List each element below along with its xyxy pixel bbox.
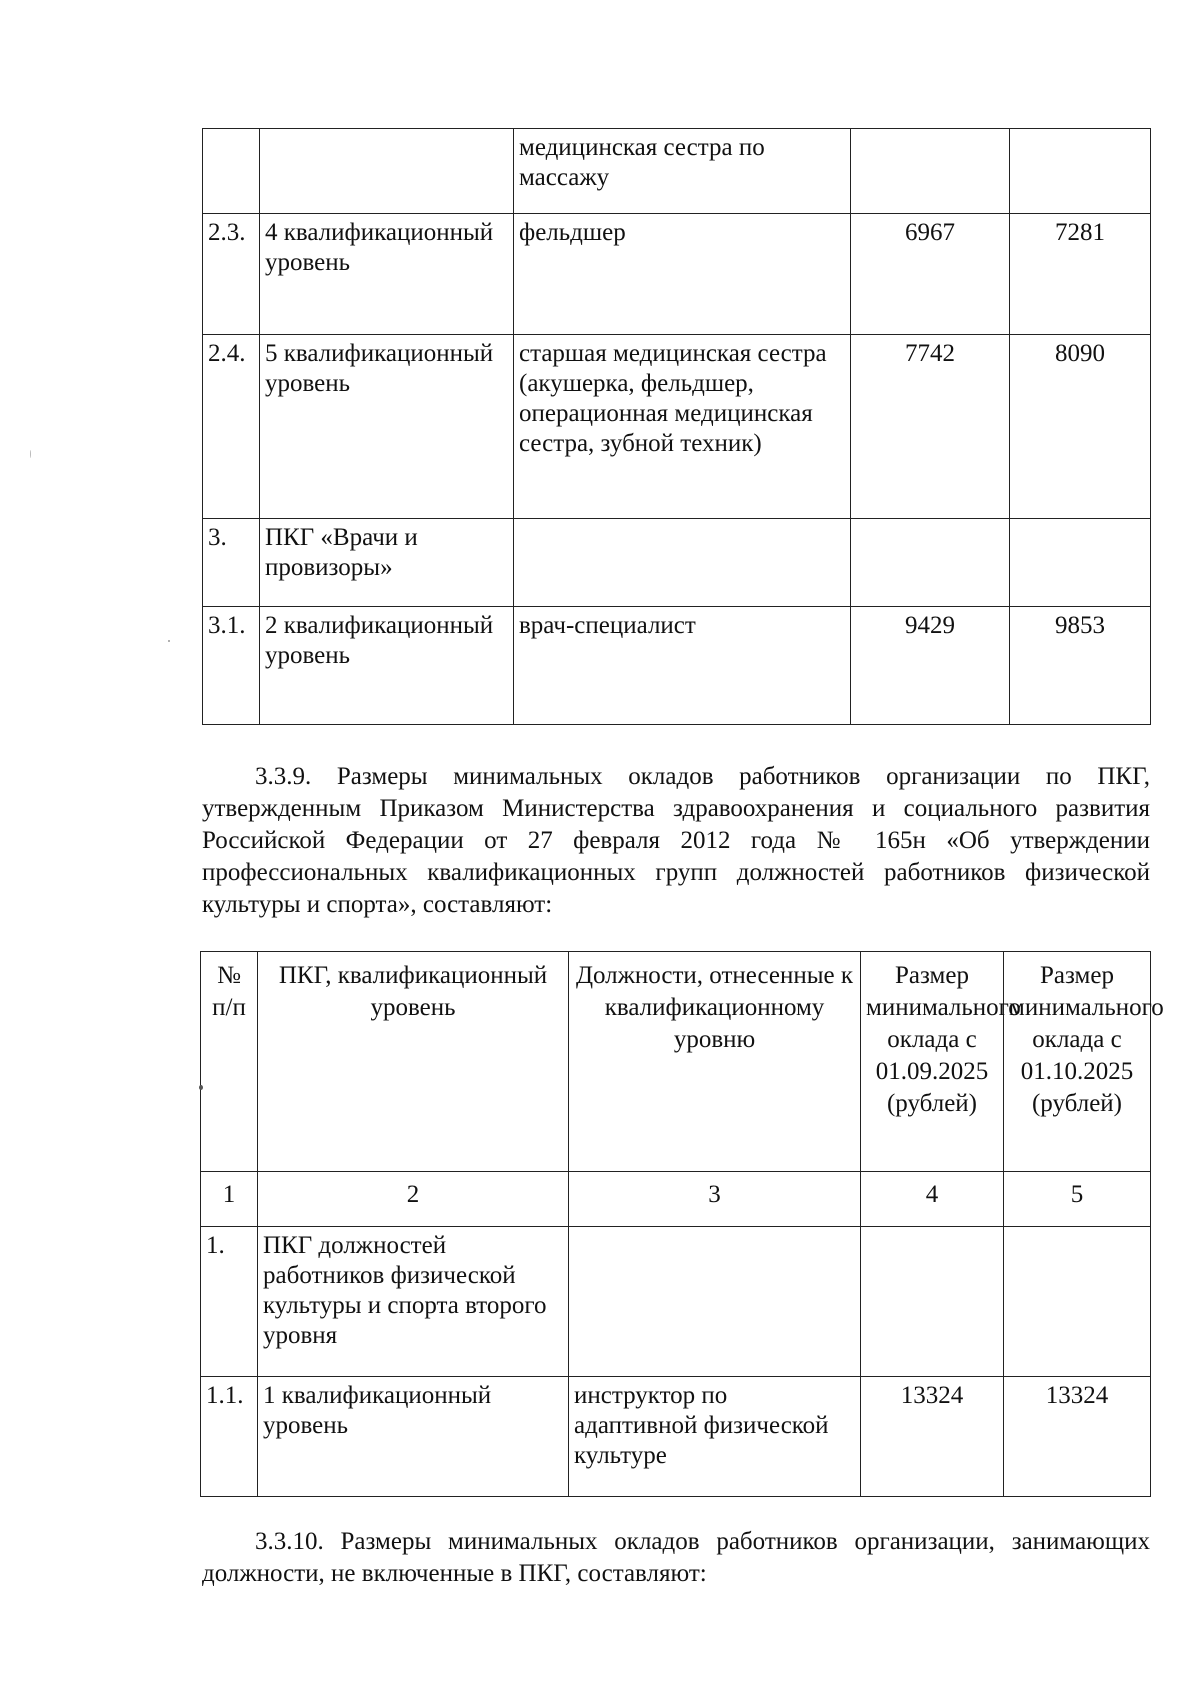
salary-from-0109 xyxy=(851,519,1010,607)
header-level: ПКГ, квалификационный уровень xyxy=(258,952,569,1172)
salary-from-0110: 7281 xyxy=(1010,214,1151,335)
positions: инструктор по адаптивной физической культуре xyxy=(569,1377,861,1497)
row-number: 2.4. xyxy=(203,335,260,519)
table-row xyxy=(203,607,1151,725)
salary-from-0109: 9429 xyxy=(851,607,1010,725)
qualification-level xyxy=(260,129,514,214)
column-number: 5 xyxy=(1004,1172,1151,1227)
table-row xyxy=(201,1227,1151,1377)
header-num: № п/п xyxy=(201,952,258,1172)
table-header-row xyxy=(201,952,1151,1172)
positions xyxy=(569,1227,861,1377)
row-number: 3. xyxy=(203,519,260,607)
paragraph-3-3-10: 3.3.10. Размеры минимальных окладов работников организации, занимающих должности, не включенные в ПКГ, составляют: xyxy=(202,1528,1150,1587)
salary-from-0110 xyxy=(1010,519,1151,607)
paragraph-3-3-9: 3.3.9. Размеры минимальных окладов работников организации по ПКГ, утвержденным Приказом Министерства здравоохранения и социального развития Российской Федерации от 27 февраля 2012 года № 165н «Об утверждении профессиональных квалификационных групп должностей работников физической культуры и спорта», составляют: xyxy=(202,763,1150,918)
qualification-level: 4 квалификационный уровень xyxy=(260,214,514,335)
positions: медицинская сестра по массажу xyxy=(514,129,851,214)
table-row xyxy=(201,1377,1151,1497)
qualification-level: ПКГ «Врачи и провизоры» xyxy=(260,519,514,607)
header-salary-0110: Размер минимального оклада с 01.10.2025 (рублей) xyxy=(1004,952,1151,1172)
salary-table-sport xyxy=(200,951,1164,1497)
table-row xyxy=(203,519,1151,607)
qualification-level: 5 квалификационный уровень xyxy=(260,335,514,519)
header-salary-0109: Размер минимального оклада с 01.09.2025 (рублей) xyxy=(861,952,1004,1172)
column-number: 2 xyxy=(258,1172,569,1227)
salary-from-0109: 7742 xyxy=(851,335,1010,519)
salary-from-0109 xyxy=(851,129,1010,214)
qualification-level: ПКГ должностей работников физической культуры и спорта второго уровня xyxy=(258,1227,569,1377)
header-positions: Должности, отнесенные к квалификационному уровню xyxy=(569,952,861,1172)
row-number xyxy=(203,129,260,214)
salary-from-0110 xyxy=(1004,1227,1151,1377)
table-row xyxy=(203,335,1151,519)
column-number: 4 xyxy=(861,1172,1004,1227)
qualification-level: 1 квалификационный уровень xyxy=(258,1377,569,1497)
scan-speck xyxy=(30,450,31,458)
scan-speck xyxy=(168,640,170,642)
column-number: 3 xyxy=(569,1172,861,1227)
positions xyxy=(514,519,851,607)
table-row xyxy=(203,214,1151,335)
salary-from-0109: 6967 xyxy=(851,214,1010,335)
salary-from-0110: 13324 xyxy=(1004,1377,1151,1497)
positions: врач-специалист xyxy=(514,607,851,725)
positions: старшая медицинская сестра (акушерка, фельдшер, операционная медицинская сестра, зубной техник) xyxy=(514,335,851,519)
salary-from-0110: 8090 xyxy=(1010,335,1151,519)
scan-speck xyxy=(199,1085,203,1090)
column-number: 1 xyxy=(201,1172,258,1227)
salary-from-0110: 9853 xyxy=(1010,607,1151,725)
salary-table-medical xyxy=(202,128,1151,725)
salary-from-0109: 13324 xyxy=(861,1377,1004,1497)
row-number: 3.1. xyxy=(203,607,260,725)
qualification-level: 2 квалификационный уровень xyxy=(260,607,514,725)
positions: фельдшер xyxy=(514,214,851,335)
table-row xyxy=(203,129,1151,214)
row-number: 1.1. xyxy=(201,1377,258,1497)
row-number: 1. xyxy=(201,1227,258,1377)
salary-from-0110 xyxy=(1010,129,1151,214)
column-numbers-row xyxy=(201,1172,1151,1227)
salary-from-0109 xyxy=(861,1227,1004,1377)
row-number: 2.3. xyxy=(203,214,260,335)
